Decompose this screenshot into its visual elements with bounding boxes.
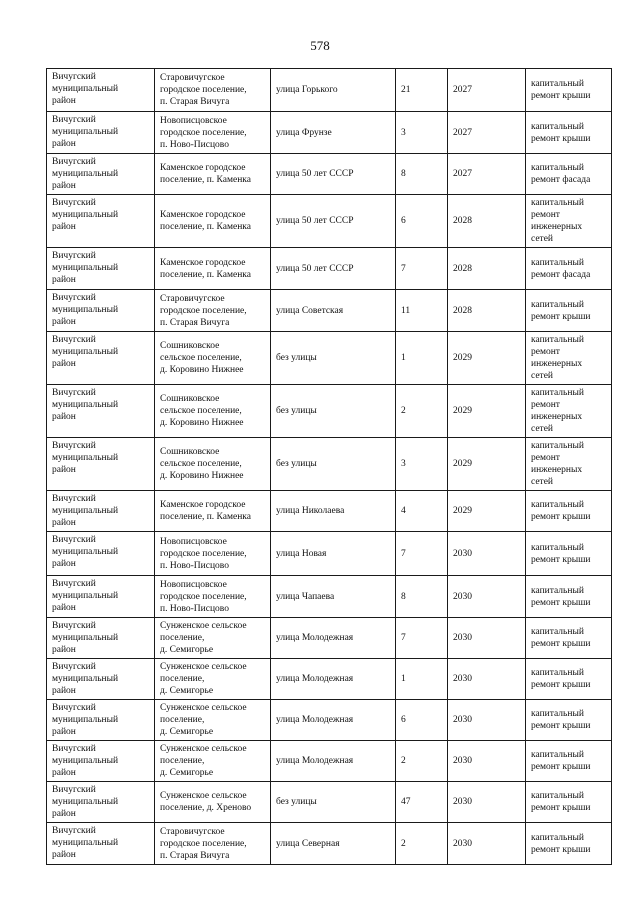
district-cell: Вичугский муниципальный район (47, 576, 155, 618)
year-cell: 2030 (448, 823, 526, 865)
table-row (47, 659, 612, 700)
district-cell: Вичугский муниципальный район (47, 332, 155, 385)
settlement-cell: Сунженское сельское поселение, д. Семигорье (155, 659, 271, 700)
work-type-cell: капитальный ремонт фасада (526, 154, 612, 195)
work-type-cell: капитальный ремонт крыши (526, 532, 612, 576)
work-type-cell: капитальный ремонт крыши (526, 112, 612, 154)
street-cell: улица 50 лет СССР (271, 195, 396, 248)
district-cell: Вичугский муниципальный район (47, 112, 155, 154)
street-cell: улица Молодежная (271, 618, 396, 659)
district-cell: Вичугский муниципальный район (47, 248, 155, 290)
year-cell: 2027 (448, 154, 526, 195)
district-cell: Вичугский муниципальный район (47, 741, 155, 782)
house-number-cell: 7 (396, 532, 448, 576)
settlement-cell: Сошниковское сельское поселение, д. Коровино Нижнее (155, 438, 271, 491)
work-type-cell: капитальный ремонт фасада (526, 248, 612, 290)
house-number-cell: 21 (396, 69, 448, 112)
district-cell: Вичугский муниципальный район (47, 659, 155, 700)
work-type-cell: капитальный ремонт крыши (526, 741, 612, 782)
table-row (47, 385, 612, 438)
settlement-cell: Каменское городское поселение, п. Каменка (155, 248, 271, 290)
table-row (47, 618, 612, 659)
house-number-cell: 11 (396, 290, 448, 332)
house-number-cell: 4 (396, 491, 448, 532)
year-cell: 2030 (448, 532, 526, 576)
work-type-cell: капитальный ремонт крыши (526, 618, 612, 659)
house-number-cell: 2 (396, 823, 448, 865)
street-cell: улица Советская (271, 290, 396, 332)
year-cell: 2027 (448, 69, 526, 112)
street-cell: улица 50 лет СССР (271, 154, 396, 195)
work-type-cell: капитальный ремонт инженерных сетей (526, 438, 612, 491)
house-number-cell: 6 (396, 700, 448, 741)
work-type-cell: капитальный ремонт крыши (526, 700, 612, 741)
district-cell: Вичугский муниципальный район (47, 782, 155, 823)
house-number-cell: 1 (396, 332, 448, 385)
house-number-cell: 7 (396, 248, 448, 290)
house-number-cell: 2 (396, 741, 448, 782)
house-number-cell: 8 (396, 154, 448, 195)
year-cell: 2029 (448, 438, 526, 491)
year-cell: 2030 (448, 618, 526, 659)
table-row (47, 248, 612, 290)
work-type-cell: капитальный ремонт крыши (526, 659, 612, 700)
settlement-cell: Сунженское сельское поселение, д. Семигорье (155, 618, 271, 659)
table-row (47, 154, 612, 195)
street-cell: без улицы (271, 782, 396, 823)
year-cell: 2030 (448, 576, 526, 618)
district-cell: Вичугский муниципальный район (47, 154, 155, 195)
work-type-cell: капитальный ремонт крыши (526, 69, 612, 112)
year-cell: 2028 (448, 248, 526, 290)
street-cell: улица Чапаева (271, 576, 396, 618)
table-row (47, 700, 612, 741)
house-number-cell: 3 (396, 112, 448, 154)
table-row (47, 823, 612, 865)
table-row (47, 532, 612, 576)
settlement-cell: Сунженское сельское поселение, д. Семигорье (155, 700, 271, 741)
street-cell: улица Новая (271, 532, 396, 576)
table-body (47, 69, 612, 865)
district-cell: Вичугский муниципальный район (47, 532, 155, 576)
table-row (47, 741, 612, 782)
repair-schedule-table (46, 68, 612, 865)
street-cell: без улицы (271, 332, 396, 385)
house-number-cell: 47 (396, 782, 448, 823)
work-type-cell: капитальный ремонт крыши (526, 491, 612, 532)
settlement-cell: Сунженское сельское поселение, д. Семигорье (155, 741, 271, 782)
street-cell: улица Горького (271, 69, 396, 112)
settlement-cell: Новописцовское городское поселение, п. Ново-Писцово (155, 112, 271, 154)
district-cell: Вичугский муниципальный район (47, 385, 155, 438)
street-cell: улица Молодежная (271, 741, 396, 782)
table-row (47, 782, 612, 823)
settlement-cell: Каменское городское поселение, п. Каменка (155, 195, 271, 248)
table-row (47, 290, 612, 332)
settlement-cell: Каменское городское поселение, п. Каменка (155, 154, 271, 195)
work-type-cell: капитальный ремонт инженерных сетей (526, 195, 612, 248)
house-number-cell: 1 (396, 659, 448, 700)
house-number-cell: 3 (396, 438, 448, 491)
street-cell: улица Молодежная (271, 659, 396, 700)
settlement-cell: Старовичугское городское поселение, п. Старая Вичуга (155, 69, 271, 112)
table-row (47, 332, 612, 385)
work-type-cell: капитальный ремонт инженерных сетей (526, 332, 612, 385)
district-cell: Вичугский муниципальный район (47, 195, 155, 248)
street-cell: без улицы (271, 385, 396, 438)
district-cell: Вичугский муниципальный район (47, 491, 155, 532)
district-cell: Вичугский муниципальный район (47, 823, 155, 865)
year-cell: 2029 (448, 491, 526, 532)
district-cell: Вичугский муниципальный район (47, 290, 155, 332)
year-cell: 2030 (448, 700, 526, 741)
settlement-cell: Старовичугское городское поселение, п. Старая Вичуга (155, 290, 271, 332)
house-number-cell: 7 (396, 618, 448, 659)
table-row (47, 112, 612, 154)
table-row (47, 491, 612, 532)
work-type-cell: капитальный ремонт крыши (526, 290, 612, 332)
year-cell: 2030 (448, 741, 526, 782)
district-cell: Вичугский муниципальный район (47, 438, 155, 491)
work-type-cell: капитальный ремонт крыши (526, 576, 612, 618)
settlement-cell: Новописцовское городское поселение, п. Ново-Писцово (155, 576, 271, 618)
year-cell: 2027 (448, 112, 526, 154)
page-number: 578 (310, 38, 330, 53)
table-row (47, 576, 612, 618)
settlement-cell: Старовичугское городское поселение, п. Старая Вичуга (155, 823, 271, 865)
street-cell: улица 50 лет СССР (271, 248, 396, 290)
house-number-cell: 2 (396, 385, 448, 438)
street-cell: улица Северная (271, 823, 396, 865)
year-cell: 2029 (448, 332, 526, 385)
settlement-cell: Сошниковское сельское поселение, д. Коровино Нижнее (155, 385, 271, 438)
street-cell: без улицы (271, 438, 396, 491)
year-cell: 2029 (448, 385, 526, 438)
settlement-cell: Сошниковское сельское поселение, д. Коровино Нижнее (155, 332, 271, 385)
district-cell: Вичугский муниципальный район (47, 700, 155, 741)
table-row (47, 438, 612, 491)
district-cell: Вичугский муниципальный район (47, 618, 155, 659)
year-cell: 2030 (448, 782, 526, 823)
settlement-cell: Сунженское сельское поселение, д. Хреново (155, 782, 271, 823)
year-cell: 2028 (448, 290, 526, 332)
settlement-cell: Каменское городское поселение, п. Каменка (155, 491, 271, 532)
house-number-cell: 6 (396, 195, 448, 248)
street-cell: улица Фрунзе (271, 112, 396, 154)
house-number-cell: 8 (396, 576, 448, 618)
work-type-cell: капитальный ремонт крыши (526, 823, 612, 865)
district-cell: Вичугский муниципальный район (47, 69, 155, 112)
table-row (47, 195, 612, 248)
year-cell: 2028 (448, 195, 526, 248)
table-row (47, 69, 612, 112)
year-cell: 2030 (448, 659, 526, 700)
settlement-cell: Новописцовское городское поселение, п. Ново-Писцово (155, 532, 271, 576)
work-type-cell: капитальный ремонт инженерных сетей (526, 385, 612, 438)
work-type-cell: капитальный ремонт крыши (526, 782, 612, 823)
street-cell: улица Николаева (271, 491, 396, 532)
street-cell: улица Молодежная (271, 700, 396, 741)
